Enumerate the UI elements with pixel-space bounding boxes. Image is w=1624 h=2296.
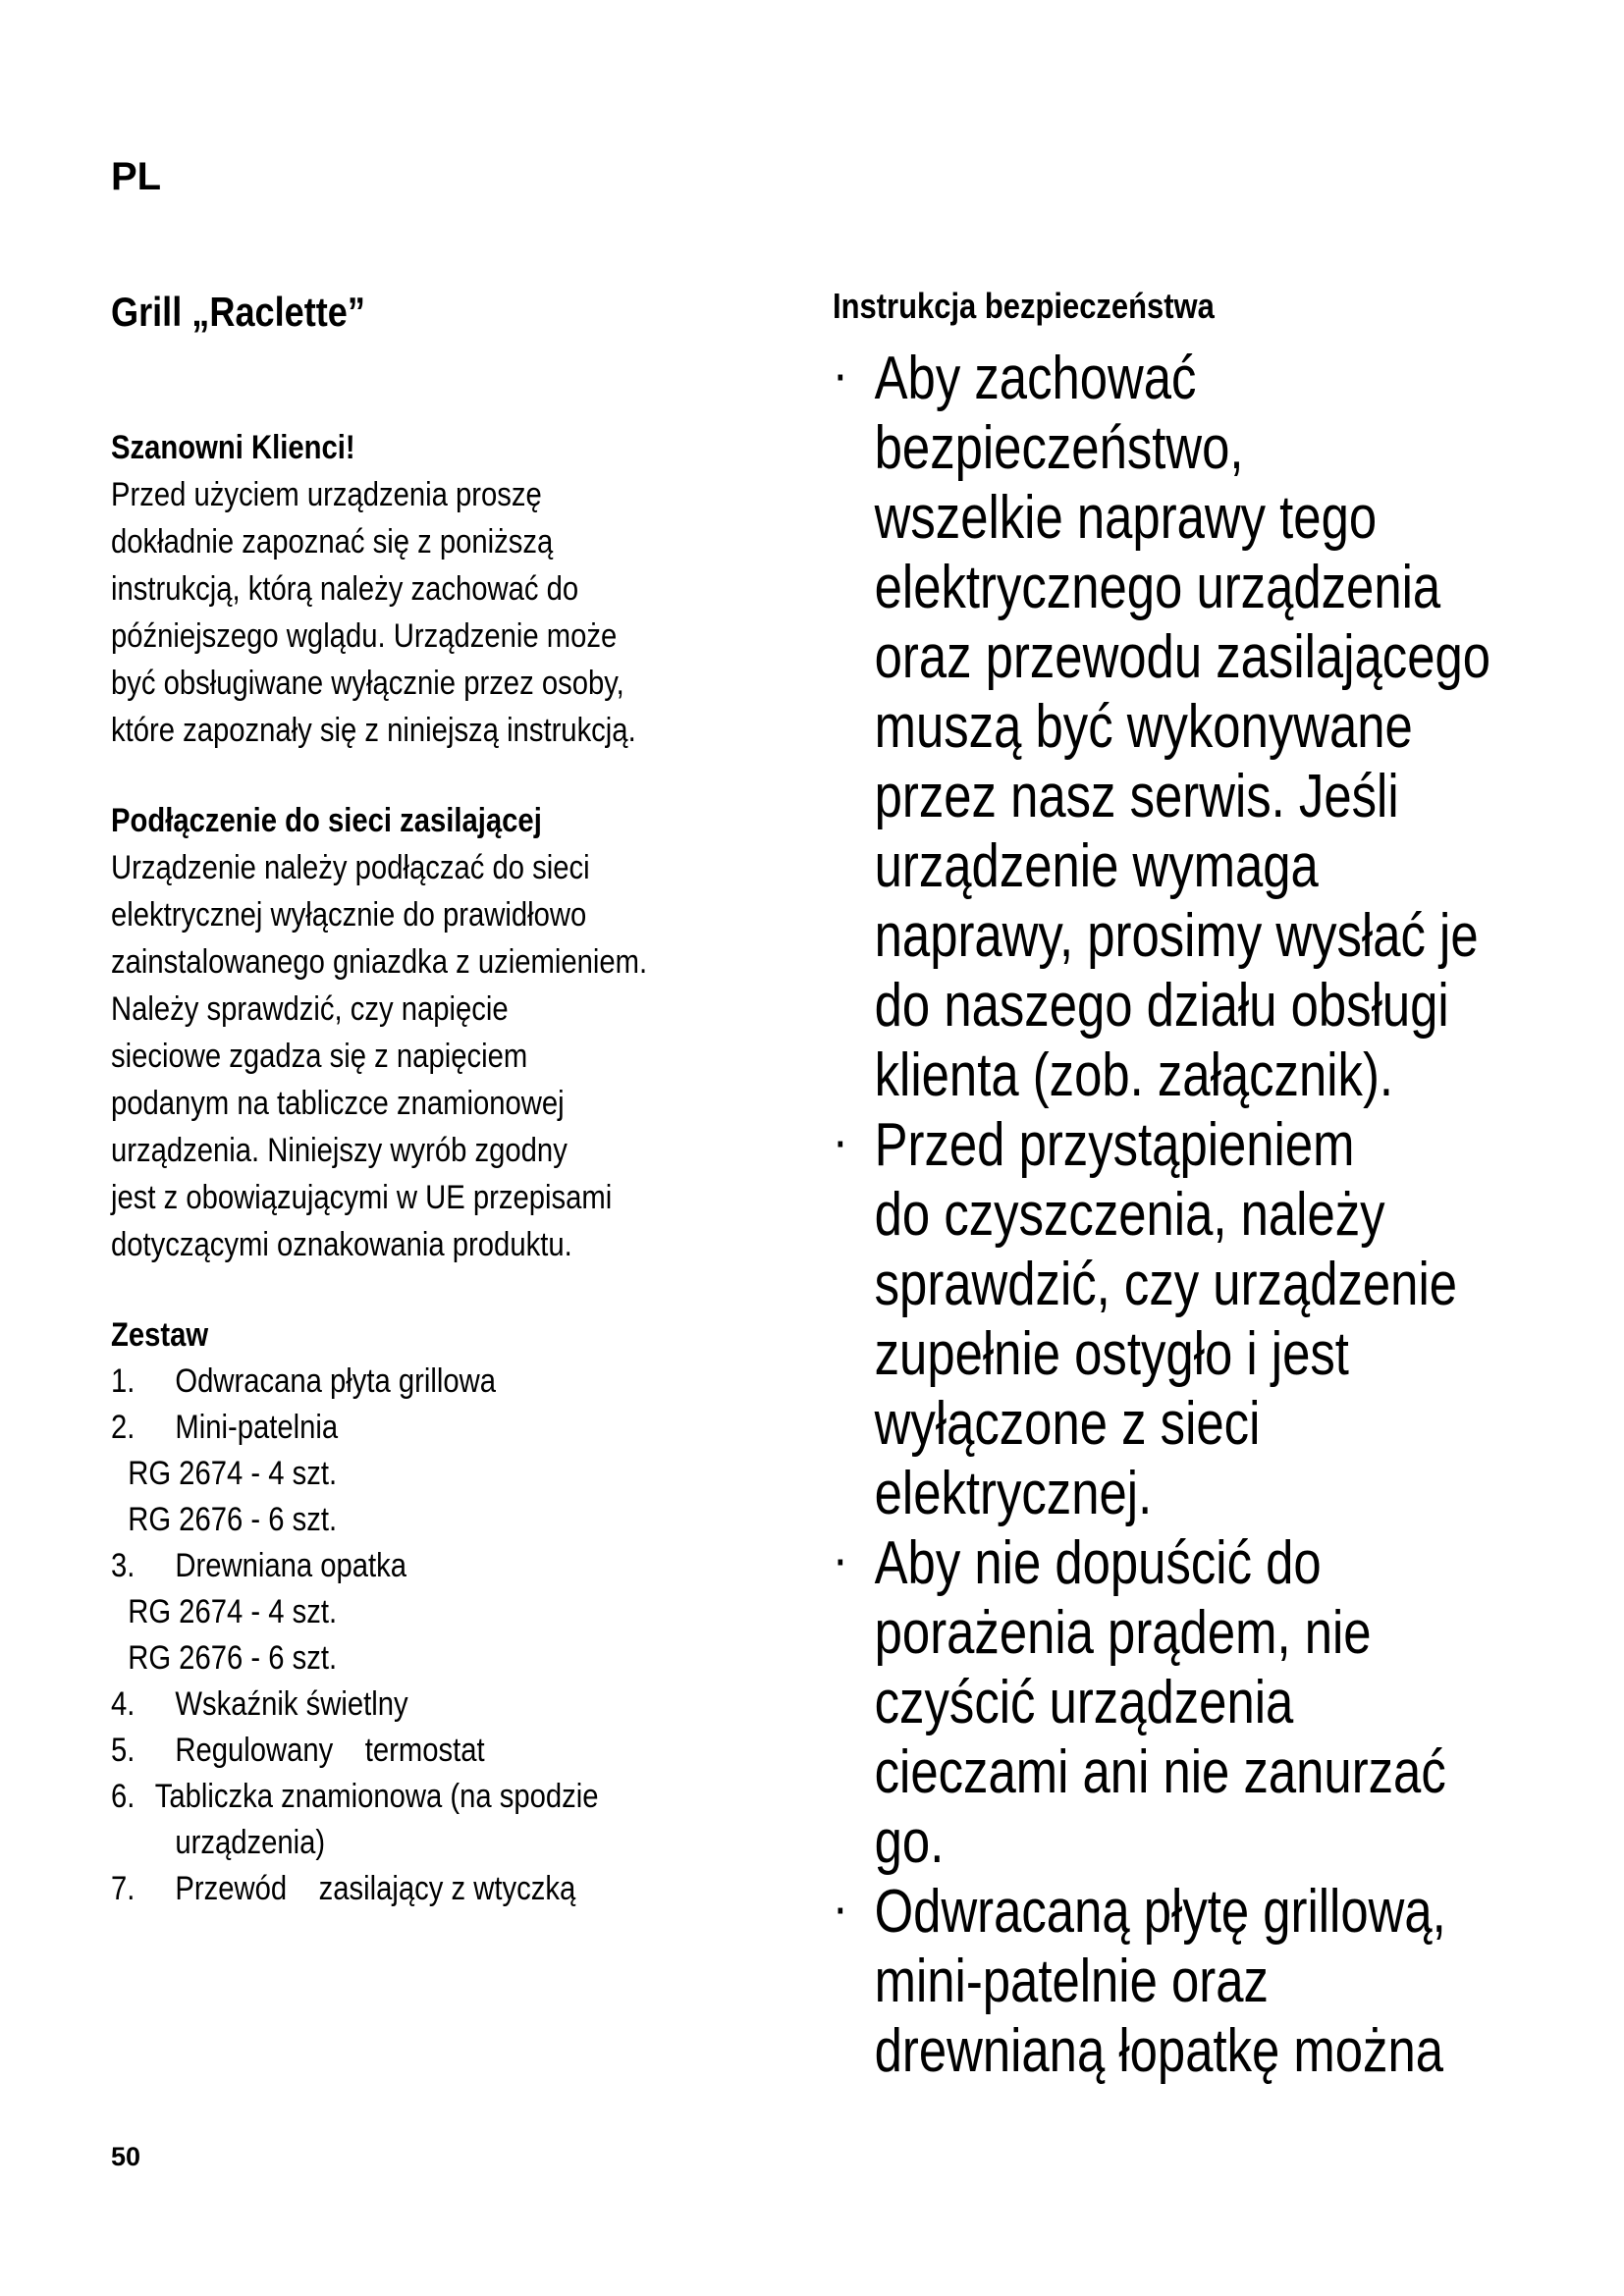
bullet-line: wszelkie naprawy tego bbox=[874, 484, 1378, 552]
list-item bbox=[111, 1359, 677, 1405]
bullet-line: wyłączone z sieci bbox=[874, 1390, 1261, 1458]
intro-line: późniejszego wglądu. Urządzenie może bbox=[111, 617, 618, 655]
bullet-line: Aby nie dopuścić do bbox=[874, 1529, 1322, 1597]
document-title: Grill „Raclette” bbox=[111, 289, 365, 335]
bullet-line: cieczami ani nie zanurzać bbox=[874, 1738, 1446, 1806]
list-subitem bbox=[111, 1497, 677, 1543]
bullet-line: klienta (zob. załącznik). bbox=[874, 1041, 1394, 1109]
list-text: RG 2676 - 6 szt. bbox=[128, 1639, 338, 1677]
power-line: elektrycznej wyłącznie do prawidłowo bbox=[111, 896, 587, 934]
list-text: RG 2674 - 4 szt. bbox=[128, 1455, 338, 1492]
power-line: sieciowe zgadza się z napięciem bbox=[111, 1038, 528, 1075]
intro-line: być obsługiwane wyłącznie przez osoby, bbox=[111, 665, 624, 702]
list-text: Drewniana opatka bbox=[175, 1547, 407, 1584]
list-item bbox=[111, 1866, 677, 1912]
power-heading: Podłączenie do sieci zasilającej bbox=[111, 802, 542, 839]
bullet-line: Przed przystąpieniem bbox=[874, 1111, 1355, 1179]
safety-bullets bbox=[833, 344, 1598, 2086]
list-number: 6. bbox=[111, 1778, 135, 1815]
bullet-line: Aby zachować bbox=[874, 345, 1197, 412]
intro-line: dokładnie zapoznać się z poniższą bbox=[111, 523, 554, 561]
bullet-line: go. bbox=[874, 1808, 945, 1876]
list-subitem bbox=[111, 1589, 677, 1635]
intro-line: instrukcją, którą należy zachować do bbox=[111, 570, 579, 608]
bullet-line: oraz przewodu zasilającego bbox=[874, 623, 1491, 691]
bullet-line: elektrycznego urządzenia bbox=[874, 554, 1441, 621]
power-line: podanym na tabliczce znamionowej bbox=[111, 1085, 565, 1122]
bullet-dot-icon: · bbox=[836, 1123, 847, 1166]
list-text: Regulowany termostat bbox=[175, 1732, 485, 1769]
bullet-line: muszą być wykonywane bbox=[874, 693, 1413, 761]
list-text: Tabliczka znamionowa (na spodzie bbox=[154, 1778, 599, 1815]
safety-heading: Instrukcja bezpieczeństwa bbox=[833, 286, 1215, 326]
list-subitem bbox=[111, 1635, 677, 1682]
bullet-line: sprawdzić, czy urządzenie bbox=[874, 1251, 1458, 1318]
bullet-line: przez nasz serwis. Jeśli bbox=[874, 763, 1399, 830]
bullet-line: naprawy, prosimy wysłać je bbox=[874, 902, 1479, 970]
intro-line: Przed użyciem urządzenia proszę bbox=[111, 476, 542, 513]
bullet-item bbox=[833, 1110, 1591, 1528]
bullet-line: do naszego działu obsługi bbox=[874, 972, 1449, 1040]
power-line: jest z obowiązującymi w UE przepisami bbox=[111, 1179, 613, 1216]
list-text: Odwracana płyta grillowa bbox=[175, 1362, 497, 1400]
set-heading: Zestaw bbox=[111, 1316, 209, 1354]
bullet-dot-icon: · bbox=[836, 1541, 847, 1584]
power-section bbox=[111, 797, 677, 1268]
bullet-line: bezpieczeństwo, bbox=[874, 414, 1244, 482]
power-line: Urządzenie należy podłączać do sieci bbox=[111, 849, 590, 886]
list-number: 7. bbox=[111, 1870, 135, 1907]
left-column bbox=[111, 283, 677, 1912]
power-line: dotyczącymi oznakowania produktu. bbox=[111, 1226, 572, 1263]
bullet-line: zupełnie ostygło i jest bbox=[874, 1320, 1349, 1388]
list-number: 1. bbox=[111, 1362, 135, 1400]
right-column bbox=[833, 281, 1598, 2086]
list-item bbox=[111, 1682, 677, 1728]
power-line: zainstalowanego gniazdka z uziemieniem. bbox=[111, 943, 648, 981]
list-text: RG 2676 - 6 szt. bbox=[128, 1501, 338, 1538]
bullet-line: czyścić urządzenia bbox=[874, 1669, 1294, 1736]
bullet-line: urządzenie wymaga bbox=[874, 832, 1319, 900]
intro-section bbox=[111, 424, 677, 754]
page-number: 50 bbox=[111, 2142, 141, 2171]
bullet-line: do czyszczenia, należy bbox=[874, 1181, 1385, 1249]
list-item bbox=[111, 1543, 677, 1589]
list-number: 5. bbox=[111, 1732, 135, 1769]
set-section bbox=[111, 1311, 677, 1912]
list-text: RG 2674 - 4 szt. bbox=[128, 1593, 338, 1630]
list-number: 3. bbox=[111, 1547, 135, 1584]
power-line: urządzenia. Niniejszy wyrób zgodny bbox=[111, 1132, 568, 1169]
list-text: Przewód zasilający z wtyczką bbox=[175, 1870, 576, 1907]
list-number: 4. bbox=[111, 1685, 135, 1723]
bullet-item bbox=[833, 1877, 1591, 2086]
bullet-line: porażenia prądem, nie bbox=[874, 1599, 1372, 1667]
bullet-line: drewnianą łopatkę można bbox=[874, 2017, 1444, 2085]
bullet-line: mini-patelnie oraz bbox=[874, 1948, 1269, 2015]
list-item bbox=[111, 1728, 677, 1774]
intro-heading: Szanowni Klienci! bbox=[111, 429, 355, 466]
list-text-continued: urządzenia) bbox=[175, 1824, 326, 1861]
intro-line: które zapoznały się z niniejszą instrukcją. bbox=[111, 712, 636, 749]
bullet-dot-icon: · bbox=[836, 356, 847, 400]
bullet-item bbox=[833, 344, 1591, 1110]
list-subitem bbox=[111, 1451, 677, 1497]
list-item bbox=[111, 1774, 677, 1866]
bullet-dot-icon: · bbox=[836, 1890, 847, 1933]
list-text: Wskaźnik świetlny bbox=[175, 1685, 408, 1723]
list-text: Mini-patelnia bbox=[175, 1409, 339, 1446]
list-number: 2. bbox=[111, 1409, 135, 1446]
bullet-item bbox=[833, 1528, 1591, 1877]
power-line: Należy sprawdzić, czy napięcie bbox=[111, 990, 509, 1028]
bullet-line: Odwracaną płytę grillową, bbox=[874, 1878, 1446, 1946]
set-list bbox=[111, 1359, 677, 1912]
language-code: PL bbox=[111, 155, 162, 198]
bullet-line: elektrycznej. bbox=[874, 1460, 1153, 1527]
list-item bbox=[111, 1405, 677, 1451]
